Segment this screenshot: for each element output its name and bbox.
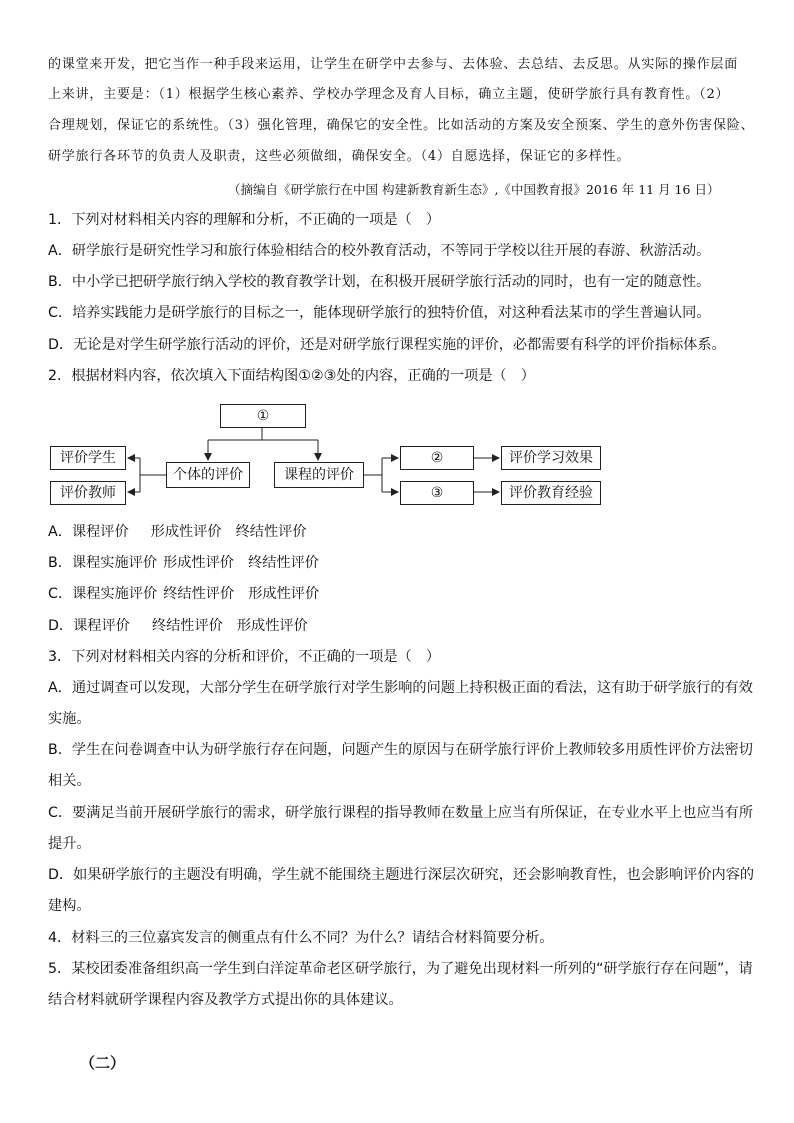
passage-line: 的课堂来开发，把它当作一种手段来运用，让学生在研学中去参与、去体验、去总结、去反思。从实际的操作层面 — [48, 57, 739, 72]
question-3-option-b-cont: 相关。 — [48, 773, 91, 789]
question-1-option-c: C．培养实践能力是研学旅行的目标之一，能体现研学旅行的独特价值，对这种看法某市的学生普遍认同。 — [48, 305, 711, 321]
diagram-box-2: ② — [400, 446, 474, 470]
question-5: 5．某校团委准备组织高一学生到白洋淀革命老区研学旅行，为了避免出现材料一所列的“研学旅行存在问题”，请 — [48, 961, 753, 977]
question-2-option-d: D．课程评价 终结性评价 形成性评价 — [48, 618, 308, 634]
question-3-option-c-cont: 提升。 — [48, 836, 91, 852]
diagram-box-result-learning: 评价学习效果 — [501, 446, 601, 470]
question-1-option-a: A．研学旅行是研究性学习和旅行体验相结合的校外教育活动，不等同于学校以往开展的春游、秋游活动。 — [48, 243, 711, 259]
question-1-stem: 1．下列对材料相关内容的理解和分析，不正确的一项是（ ） — [48, 212, 441, 228]
question-3-option-a: A．通过调查可以发现，大部分学生在研学旅行对学生影响的问题上持积极正面的看法，这有助于研学旅行的有效 — [48, 680, 753, 696]
passage-line: 合理规划，保证它的系统性。（3）强化管理，确保它的安全性。比如活动的方案及安全预案、学生的意外伤害保险、 — [48, 118, 755, 133]
question-2-option-a: A．课程评价 形成性评价 终结性评价 — [48, 524, 307, 540]
question-4: 4．材料三的三位嘉宾发言的侧重点有什么不同？为什么？请结合材料简要分析。 — [48, 930, 554, 946]
question-3-option-c: C．要满足当前开展研学旅行的需求，研学旅行课程的指导教师在数量上应当有所保证，在专业水平上也应当有所 — [48, 805, 754, 821]
question-5-cont: 结合材料就研学课程内容及教学方式提出你的具体建议。 — [48, 992, 403, 1008]
question-3-option-b: B．学生在问卷调查中认为研学旅行存在问题，问题产生的原因与在研学旅行评价上教师较多用质性评价方法密切 — [48, 742, 753, 758]
diagram-box-eval-teacher: 评价教师 — [50, 481, 126, 505]
section-heading: （二） — [80, 1054, 126, 1072]
question-1-option-d: D．无论是对学生研学旅行活动的评价，还是对研学旅行课程实施的评价，必都需要有科学的评价指标体系。 — [48, 337, 726, 353]
diagram-box-eval-student: 评价学生 — [50, 446, 126, 470]
question-2-stem: 2．根据材料内容，依次填入下面结构图①②③处的内容，正确的一项是（ ） — [48, 368, 535, 384]
question-2-option-b: B．课程实施评价 形成性评价 终结性评价 — [48, 555, 319, 571]
diagram-box-result-teaching: 评价教育经验 — [501, 481, 601, 505]
diagram-box-individual: 个体的评价 — [166, 462, 250, 488]
question-1-option-b: B．中小学已把研学旅行纳入学校的教育教学计划，在积极开展研学旅行活动的同时，也有一定的随意性。 — [48, 274, 711, 290]
passage-line: 上来讲，主要是：（1）根据学生核心素养、学校办学理念及育人目标，确立主题，使研学旅行具有教育性。（2） — [48, 87, 730, 102]
passage-line: 研学旅行各环节的负责人及职责，这些必须做细，确保安全。（4）自愿选择，保证它的多样性。 — [48, 149, 631, 164]
question-3-option-d-cont: 建构。 — [48, 898, 91, 914]
question-3-option-d: D．如果研学旅行的主题没有明确，学生就不能围绕主题进行深层次研究，还会影响教育性，也会影响评价内容的 — [48, 867, 755, 883]
question-3-option-a-cont: 实施。 — [48, 711, 91, 727]
diagram-box-3: ③ — [400, 481, 474, 505]
diagram-box-course: 课程的评价 — [274, 462, 364, 488]
question-3-stem: 3．下列对材料相关内容的分析和评价，不正确的一项是（ ） — [48, 649, 441, 665]
question-2-option-c: C．课程实施评价 终结性评价 形成性评价 — [48, 586, 320, 602]
passage-source: （摘编自《研学旅行在中国 构建新教育新生态》,《中国教育报》2016 年 11 月 16 日） — [228, 182, 720, 197]
diagram-box-1: ① — [220, 404, 306, 428]
